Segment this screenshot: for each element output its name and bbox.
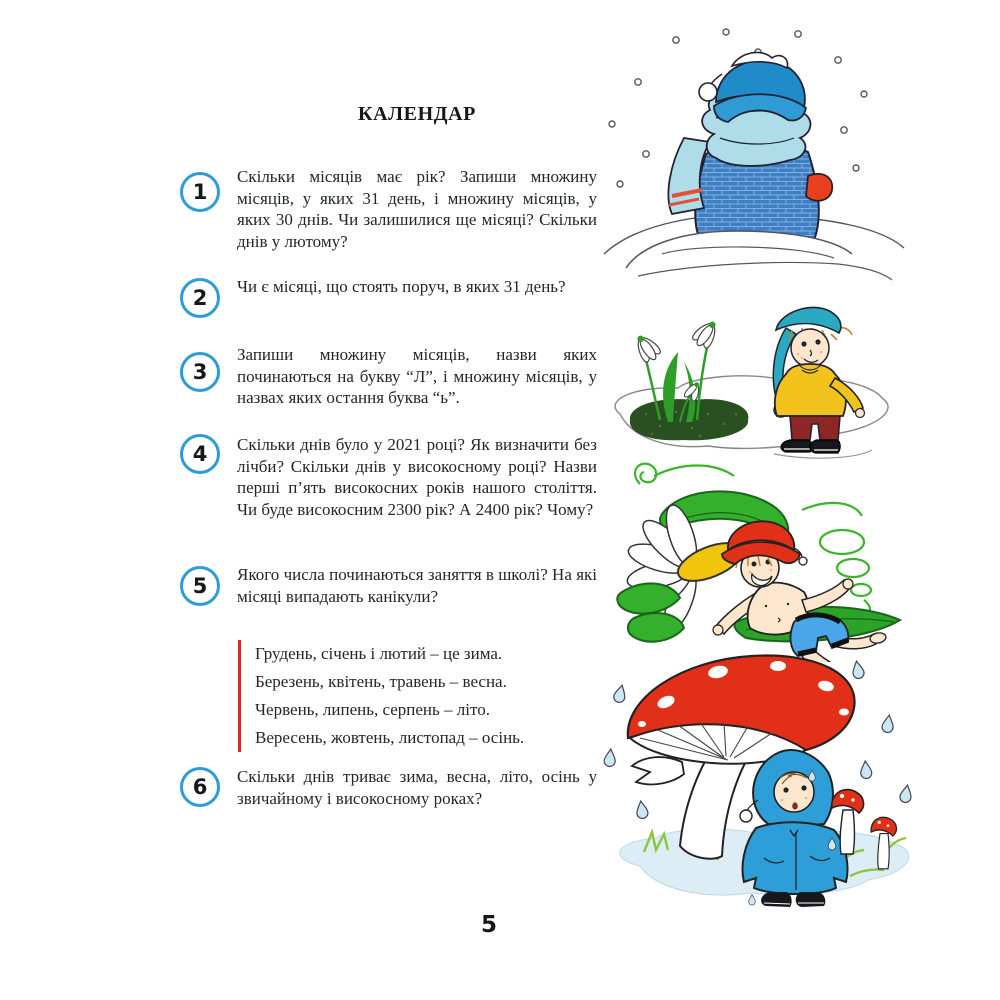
note-line: Березень, квітень, травень – весна. [255, 672, 507, 691]
spring-scene-svg [600, 294, 912, 462]
seasons-note [238, 640, 611, 752]
snowdrop-flower [688, 315, 724, 352]
question-4 [180, 434, 600, 520]
question-3 [180, 344, 600, 409]
question-number-badge: 6 [180, 767, 220, 807]
question-text: Скільки днів було у 2021 році? Як визначити без лічби? Скільки днів у високосному році? Назви перші п’ять високосних років нашого століття. Чи буде високосним 2300 рік? А 2400 рік? Чому? [237, 435, 597, 519]
question-1 [180, 166, 600, 252]
summer-scene-svg [606, 450, 918, 662]
autumn-illustration [600, 646, 930, 912]
question-number-badge: 3 [180, 352, 220, 392]
note-line: Червень, липень, серпень – літо. [255, 700, 490, 719]
note-line: Грудень, січень і лютий – це зима. [255, 644, 503, 663]
question-number-badge: 2 [180, 278, 220, 318]
winter-child [668, 52, 832, 240]
note-line: Вересень, жовтень, листопад – осінь. [255, 728, 525, 747]
winter-scene-svg [598, 18, 920, 286]
question-number-badge: 5 [180, 566, 220, 606]
question-text: Скільки днів триває зима, весна, літо, осінь у звичайному і високосному роках? [237, 767, 597, 808]
question-5 [180, 564, 600, 607]
page-title: КАЛЕНДАР [358, 103, 476, 126]
question-number-badge: 1 [180, 172, 220, 212]
question-text: Якого числа починаються заняття в школі? На які місяці випадають канікули? [237, 565, 597, 606]
autumn-scene-svg [600, 646, 930, 912]
summer-child [713, 521, 887, 662]
question-6 [180, 766, 600, 809]
question-2 [180, 276, 600, 310]
winter-illustration [598, 18, 920, 286]
page-number: 5 [480, 912, 497, 938]
summer-illustration [606, 450, 918, 662]
snowdrop-flower [629, 329, 665, 366]
question-text: Запиши множину місяців, назви яких починаються на букву “Л”, і множину місяців, у назвах яких остання буква “ь”. [237, 345, 597, 407]
autumn-child [740, 750, 848, 907]
question-text: Чи є місяці, що стоять поруч, в яких 31 день? [237, 277, 566, 296]
question-number-badge: 4 [180, 434, 220, 474]
question-text: Скільки місяців має рік? Запиши множину місяців, у яких 31 день, і множину місяців, у яких 30 днів. Чи залишилися ще місяці? Скільки днів у лютому? [237, 167, 597, 251]
spring-illustration [600, 294, 912, 462]
